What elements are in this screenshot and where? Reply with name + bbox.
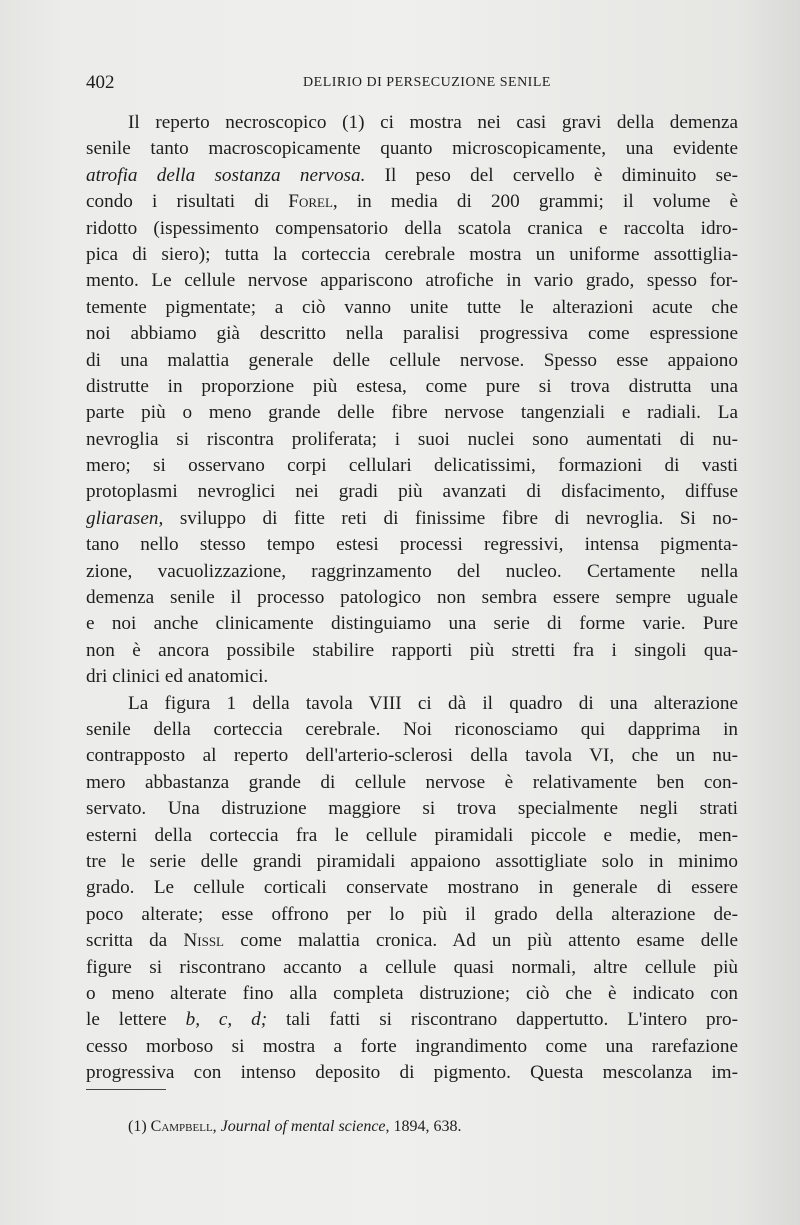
footnote-marker: (1) <box>128 1118 147 1135</box>
text-line: temente pigmentate; a ciò vanno unite tutte le alterazioni acute che <box>86 296 738 318</box>
text-line: ridotto (ispessimento compensatorio della scatola cranica e raccolta idro- <box>86 217 738 239</box>
text-line <box>86 1007 738 1033</box>
text-segment: le lettere <box>86 1009 186 1031</box>
text-line: zione, vacuolizzazione, raggrinzamento del nucleo. Certamente nella <box>86 560 738 582</box>
text-line: e noi anche clinicamente distinguiamo una serie di forme varie. Pure <box>86 613 738 635</box>
italic-text: b, c, d; <box>185 1009 268 1031</box>
small-caps-name: Nissl <box>183 930 224 952</box>
text-line: protoplasmi nevroglici nei gradi più avanzati di disfacimento, diffuse <box>86 481 738 503</box>
text-line: pica di siero); tutta la corteccia cerebrale mostra un uniforme assottiglia- <box>86 243 738 265</box>
text-line: tano nello stesso tempo estesi processi regressivi, intensa pigmenta- <box>86 534 738 556</box>
text-line <box>86 928 738 954</box>
text-line: grado. Le cellule corticali conservate mostrano in generale di essere <box>86 877 738 899</box>
footnote-journal: Journal of mental science <box>220 1118 386 1135</box>
text-line: mento. Le cellule nervose appariscono atrofiche in vario grado, spesso for- <box>86 270 738 292</box>
text-line: noi abbiamo già descritto nella paralisi progressiva come espressione <box>86 323 738 345</box>
text-segment: come malattia cronica. Ad un più attento esame delle <box>224 930 738 952</box>
text-line <box>86 189 738 215</box>
text-line: Il reperto necroscopico (1) ci mostra nei casi gravi della demenza <box>128 112 738 133</box>
text-line: nevroglia si riscontra proliferata; i suoi nuclei sono aumentati di nu- <box>86 428 738 450</box>
text-line: o meno alterate fino alla completa distruzione; ciò che è indicato con <box>86 982 738 1004</box>
text-line: tre le serie delle grandi piramidali appaiono assottigliate solo in minimo <box>86 850 738 872</box>
text-segment: condo i risultati di <box>86 191 289 213</box>
text-line: senile tanto macroscopicamente quanto microscopicamente, una evidente <box>86 138 738 160</box>
text-line: dri clinici ed anatomici. <box>86 666 269 688</box>
text-line: senile della corteccia cerebrale. Noi riconosciamo qui dapprima in <box>86 718 738 740</box>
text-segment: scritta da <box>86 930 184 952</box>
text-line: contrapposto al reperto dell'arterio-sclerosi della tavola VI, che un nu- <box>86 745 738 767</box>
small-caps-name: Forel <box>288 191 333 213</box>
text-line: La figura 1 della tavola VIII ci dà il quadro di una alterazione <box>128 692 738 714</box>
footnote-author: Campbell <box>150 1118 213 1135</box>
text-line: demenza senile il processo patologico non sembra essere sempre uguale <box>86 587 738 609</box>
text-line: mero; si osservano corpi cellulari delicatissimi, formazioni di vasti <box>86 455 738 477</box>
page-number: 402 <box>86 72 115 93</box>
text-segment: sviluppo di fitte reti di finissime fibre di nevroglia. Si no- <box>163 507 738 529</box>
text-line <box>86 163 738 189</box>
text-line: figure si riscontrano accanto a cellule quasi normali, altre cellule più <box>86 956 738 978</box>
text-line: poco alterate; esse offrono per lo più il grado della alterazione de- <box>86 903 738 925</box>
text-segment: Il peso del cervello è diminuito se- <box>365 164 738 186</box>
text-line <box>86 506 738 532</box>
text-line: servato. Una distruzione maggiore si trova specialmente negli strati <box>86 798 738 820</box>
footnote-details: , 1894, 638. <box>385 1118 462 1135</box>
body-text <box>86 110 738 1086</box>
page-header <box>86 70 738 98</box>
text-line: esterni della corteccia fra le cellule piramidali piccole e medie, men- <box>86 824 738 846</box>
italic-text: gliarasen, <box>86 507 164 529</box>
footnote: (1) Campbell, Journal of mental science, 1894, 638. <box>128 1118 462 1135</box>
text-line: parte più o meno grande delle fibre nervose tangenziali e radiali. La <box>86 402 738 424</box>
text-segment: , in media di 200 grammi; il volume è <box>332 191 738 213</box>
text-line: di una malattia generale delle cellule nervose. Spesso esse appaiono <box>86 349 738 371</box>
footnote-rule <box>86 1089 166 1090</box>
running-title: DELIRIO DI PERSECUZIONE SENILE <box>303 75 551 90</box>
text-line: cesso morboso si mostra a forte ingrandimento come una rarefazione <box>86 1035 738 1057</box>
italic-text: atrofia della sostanza nervosa. <box>86 164 366 186</box>
text-line: mero abbastanza grande di cellule nervose è relativamente ben con- <box>86 771 738 793</box>
text-line: non è ancora possibile stabilire rapporti più stretti fra i singoli qua- <box>86 639 738 661</box>
text-segment: tali fatti si riscontrano dappertutto. L'intero pro- <box>267 1009 738 1031</box>
text-line: progressiva con intenso deposito di pigmento. Questa mescolanza im- <box>86 1062 738 1084</box>
text-line: distrutte in proporzione più estesa, come pure si trova distrutta una <box>86 375 738 397</box>
